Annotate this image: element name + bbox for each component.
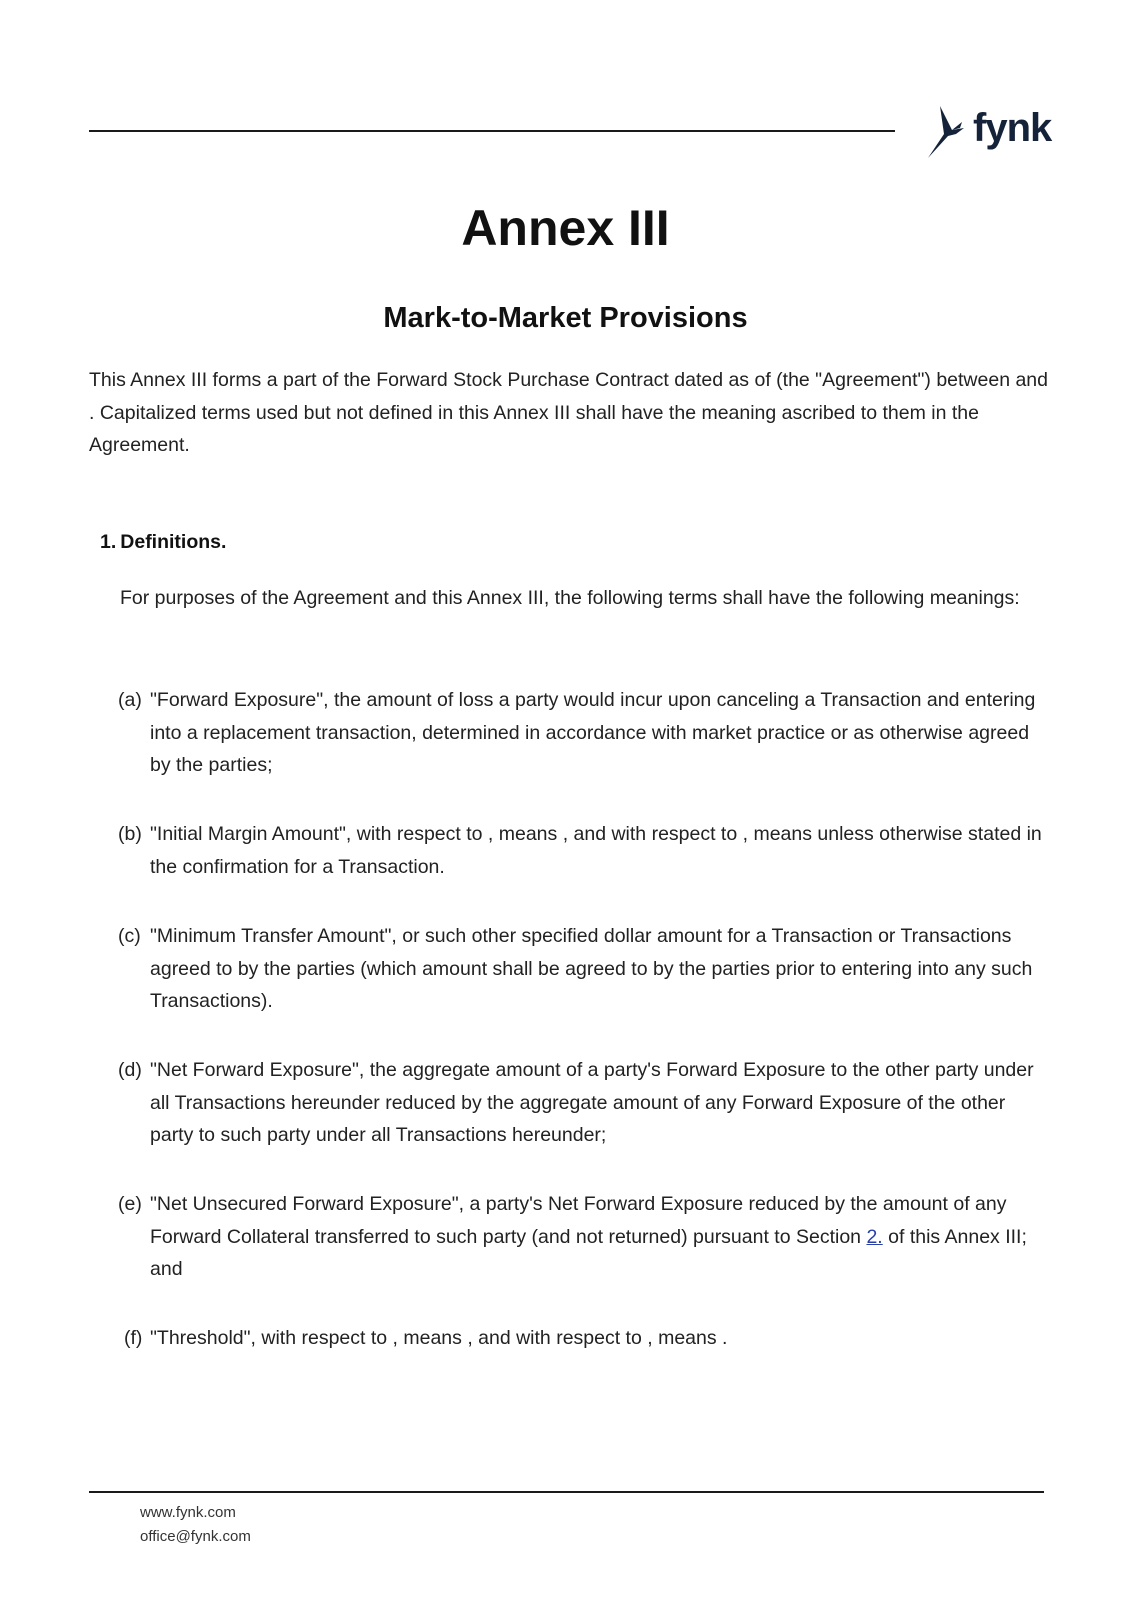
fynk-bird-icon xyxy=(918,104,974,160)
page-title: Annex III xyxy=(461,200,670,256)
section-heading xyxy=(100,528,226,556)
definition-text: "Minimum Transfer Amount", or such other specified dollar amount for a Transaction or Transactions agreed to by the parties (which amount shall be agreed to by the parties prior to entering into any such Transactions). xyxy=(150,925,1033,1012)
definition-text: "Forward Exposure", the amount of loss a party would incur upon canceling a Transaction and entering into a replacement transaction, determined in accordance with market practice or as otherwise agreed by the parties; xyxy=(150,689,1036,776)
definition-label: (f) xyxy=(124,1327,143,1349)
definition-forward-exposure xyxy=(118,684,1043,782)
section-number: 1. xyxy=(100,531,117,553)
definition-initial-margin-amount xyxy=(118,818,1043,883)
definition-label: (b) xyxy=(118,823,142,845)
definition-label: (e) xyxy=(118,1193,142,1215)
definition-text: "Net Forward Exposure", the aggregate amount of a party's Forward Exposure to the other party under all Transactions hereunder reduced by the aggregate amount of any Forward Exposure of the other party to such party under all Transactions hereunder; xyxy=(150,1059,1034,1146)
definition-label: (d) xyxy=(118,1059,142,1081)
section-2-link[interactable]: 2. xyxy=(866,1225,883,1248)
definition-label: (a) xyxy=(118,689,142,711)
definition-text-after: of this Annex III; and xyxy=(150,1225,1027,1280)
footer-website[interactable]: www.fynk.com xyxy=(140,1504,236,1521)
definition-text-before: "Net Unsecured Forward Exposure", a party's Net Forward Exposure reduced by the amount of any Forward Collateral transferred to such party (and not returned) pursuant to Section xyxy=(150,1193,1007,1248)
definition-text: "Threshold", with respect to , means , and with respect to , means . xyxy=(150,1327,728,1349)
definition-label: (c) xyxy=(118,925,141,947)
definition-net-unsecured-forward-exposure xyxy=(118,1188,1043,1286)
footer-divider xyxy=(89,1491,1044,1493)
header-divider xyxy=(89,130,895,132)
definition-net-forward-exposure xyxy=(118,1054,1043,1152)
definition-threshold xyxy=(118,1322,1043,1355)
page-subtitle: Mark-to-Market Provisions xyxy=(383,302,748,334)
fynk-logo xyxy=(918,104,1052,160)
section-lead: For purposes of the Agreement and this Annex III, the following terms shall have the following meanings: xyxy=(120,587,1020,609)
footer-email[interactable]: office@fynk.com xyxy=(140,1528,251,1545)
definition-minimum-transfer-amount xyxy=(118,920,1043,1018)
intro-paragraph: This Annex III forms a part of the Forward Stock Purchase Contract dated as of (the "Agreement") between and . Capitalized terms used but not defined in this Annex III shall have the meaning ascribed to them in the Agreement. xyxy=(89,369,1048,456)
section-title: Definitions. xyxy=(120,531,227,553)
definition-text: "Initial Margin Amount", with respect to , means , and with respect to , means unless otherwise stated in the confirmation for a Transaction. xyxy=(150,823,1042,878)
logo-text: fynk xyxy=(973,106,1052,150)
